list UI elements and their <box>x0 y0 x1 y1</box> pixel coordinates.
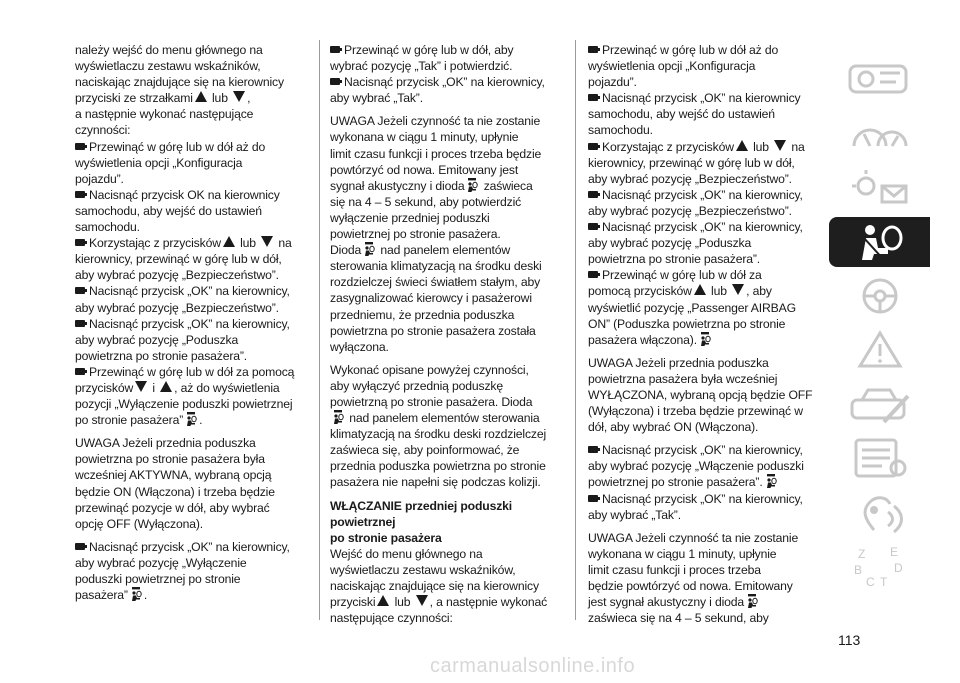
tab-safety[interactable] <box>829 217 930 267</box>
paragraph-text: , aż do wyświetlenia pozycji „Wyłączenie poduszki powietrznej po stronie pasażera” <box>75 380 293 428</box>
paragraph-text: Nacisnąć przycisk „OK” na kierownicy, aby wybrać pozycję „Poduszka powietrzna po stronie pasażera”. <box>75 316 290 363</box>
paragraph-text: lub <box>391 595 414 610</box>
paragraph-text: Przewinąć w górę lub w dół za pomocą przycisków <box>588 268 762 299</box>
paragraph-text: na kierownicy, przewinąć w górę lub w dół, aby wybrać pozycję „Bezpieczeństwo”. <box>588 139 805 186</box>
paragraph <box>330 546 562 626</box>
bullet-icon <box>588 495 598 502</box>
paragraph-text: zaświeca się na 4 – 5 sekund, aby potwierdzić wyłączenie przedniej poduszki powietrznej po stronie pasażera. Dioda <box>330 178 533 258</box>
section-heading <box>330 498 562 546</box>
paragraph-text: Nacisnąć przycisk „OK” na kierownicy, aby wybrać pozycję „Poduszka powietrzna po stronie pasażera”. <box>588 220 803 267</box>
safety-airbag-icon <box>844 220 916 264</box>
bullet-icon <box>588 446 598 453</box>
bullet-step <box>588 442 820 490</box>
tab-multimedia[interactable] <box>829 487 930 537</box>
arrow-down-icon <box>732 284 744 295</box>
paragraph-text: lub <box>707 284 731 299</box>
paragraph-text: lub <box>236 236 260 251</box>
tab-index[interactable] <box>829 541 930 591</box>
tab-steering-wheel[interactable] <box>829 271 930 321</box>
bullet-icon <box>588 46 598 53</box>
bullet-step <box>588 267 820 347</box>
column-1 <box>75 42 307 603</box>
dashboard-gauges-icon <box>844 112 916 156</box>
bullet-step <box>330 74 562 106</box>
bullet-icon <box>330 46 340 53</box>
paragraph-text: Nacisnąć przycisk OK na kierownicy samochodu, aby wejść do ustawień samochodu. <box>75 187 280 235</box>
watermark: carmanualsonline.info <box>430 655 636 677</box>
tab-car-dashboard[interactable] <box>829 55 930 105</box>
car-dashboard-icon <box>844 58 916 102</box>
paragraph-text: Przewinąć w górę lub w dół, aby wybrać pozycję „Tak” i potwierdzić. <box>330 43 514 74</box>
index-letter: C <box>865 575 875 588</box>
paragraph-text: , aby wyświetlić pozycję „Passenger AIRBAG ON” (Poduszka powietrzna po stronie pasażera włączona). <box>588 284 796 347</box>
tab-warning-lights[interactable] <box>829 163 930 213</box>
paragraph-text: lub <box>749 139 773 154</box>
bullet-step <box>588 90 820 138</box>
bullet-step <box>588 491 820 523</box>
paragraph-text: Korzystając z przycisków <box>602 139 734 154</box>
paragraph-text: na kierownicy, przewinąć w górę lub w dół, aby wybrać pozycję „Bezpieczeństwo”. <box>75 236 292 283</box>
tab-technical-data[interactable] <box>829 433 930 483</box>
tab-maintenance[interactable] <box>829 379 930 429</box>
bullet-icon <box>588 271 598 278</box>
paragraph-text: i <box>149 380 159 395</box>
column-3 <box>588 42 820 626</box>
paragraph <box>75 435 307 532</box>
emergency-triangle-icon <box>844 328 916 372</box>
index-letter: E <box>889 545 898 559</box>
paragraph-text: zaświeca się na 4 – 5 sekund, aby <box>588 611 769 626</box>
bullet-step <box>75 235 307 283</box>
passenger-airbag-icon <box>466 178 478 193</box>
arrow-up-icon <box>694 284 706 295</box>
bullet-icon <box>588 94 598 101</box>
paragraph-text: Wejść do menu głównego na wyświetlaczu zestawu wskaźników, naciskając znajdujące się na kierownicy przyciski <box>330 546 539 610</box>
paragraph-text: Nacisnąć przycisk „OK” na kierownicy, aby wybrać pozycję „Włączenie poduszki powietrznej po stronie pasażera”. <box>588 443 804 490</box>
arrow-up-icon <box>195 91 207 102</box>
passenger-airbag-icon <box>130 587 142 602</box>
passenger-airbag-icon <box>332 410 344 425</box>
paragraph-text: Nacisnąć przycisk „OK” na kierownicy, aby wybrać pozycję „Bezpieczeństwo”. <box>75 284 290 315</box>
paragraph <box>75 42 307 139</box>
paragraph <box>330 113 562 354</box>
bullet-icon <box>75 191 85 198</box>
paragraph-text: lub <box>208 91 232 106</box>
paragraph-text: Nacisnąć przycisk „OK” na kierownicy samochodu, aby wejść do ustawień samochodu. <box>588 91 801 138</box>
arrow-up-icon <box>736 140 748 151</box>
steering-wheel-icon <box>844 274 916 318</box>
paragraph-text: należy wejść do menu głównego na wyświetlaczu zestawu wskaźników, naciskając znajdujące się na kierownicy przyciski ze strzałkami <box>75 43 284 106</box>
paragraph-text: , a następnie wykonać następujące czynności: <box>75 91 254 138</box>
technical-data-icon <box>844 436 916 480</box>
arrow-down-icon <box>233 91 245 102</box>
paragraph <box>330 362 562 491</box>
bullet-icon <box>75 239 85 246</box>
index-letter: B <box>853 563 862 577</box>
bullet-step <box>75 139 307 187</box>
column-divider <box>575 40 576 620</box>
arrow-up-icon <box>223 236 235 247</box>
index-letter: Z <box>857 547 865 561</box>
arrow-up-icon <box>377 595 389 606</box>
index-letter: T <box>879 575 887 588</box>
paragraph-text: nad panelem elementów sterowania klimatyzacją na środku deski rozdzielczej świeci światłem stałym, aby zasygnalizować kierowcy i pasażerowi przedniemu, że przednia poduszka powietrzna po stronie pasażera została wyłączona. <box>330 243 542 354</box>
arrow-up-icon <box>160 381 172 392</box>
bullet-icon <box>588 191 598 198</box>
bullet-step <box>330 42 562 74</box>
paragraph-text: UWAGA Jeżeli przednia poduszka powietrzna po stronie pasażera była wcześniej AKTYWNA, wybraną opcją będzie ON (Włączona) i trzeba będzie przewinąć pozycje w dół, aby wybrać opcję OFF (Wyłączona). <box>75 436 275 531</box>
paragraph-text: Nacisnąć przycisk „OK” na kierownicy, aby wybrać „Tak”. <box>588 491 803 522</box>
paragraph-text: Przewinąć w górę lub w dół aż do wyświetlenia opcji „Konfiguracja pojazdu”. <box>588 43 779 90</box>
bullet-step <box>588 219 820 267</box>
bullet-step <box>588 42 820 90</box>
page-number: 113 <box>838 632 861 648</box>
bullet-icon <box>75 143 85 150</box>
maintenance-wrench-icon <box>844 382 916 426</box>
tab-emergency[interactable] <box>829 325 930 375</box>
paragraph-text: UWAGA Jeżeli czynność ta nie zostanie wykonana w ciągu 1 minuty, upłynie limit czasu funkcji i proces trzeba będzie powtórzyć od nowa. Emitowany jest sygnał akustyczny i dioda <box>588 530 799 610</box>
passenger-airbag-icon <box>363 242 375 257</box>
arrow-down-icon <box>416 595 428 606</box>
bullet-step <box>588 139 820 187</box>
paragraph-text: Nacisnąć przycisk „OK” na kierownicy, aby wybrać pozycję „Bezpieczeństwo”. <box>588 187 803 218</box>
paragraph-text: . <box>199 413 203 428</box>
passenger-airbag-icon <box>746 594 758 609</box>
bullet-icon <box>330 78 340 85</box>
paragraph-text: nad panelem elementów sterowania klimatyzacją na środku deski rozdzielczej zaświeca się, aby poinformować, że przednia poduszka powietrzna po stronie pasażera nie napełni się podczas kolizji. <box>330 411 547 490</box>
paragraph-text: UWAGA Jeżeli przednia poduszka powietrzna pasażera była wcześniej WYŁĄCZONA, wybraną opcją będzie OFF (Wyłączona) i trzeba będzie przewinąć w dół, aby wybrać ON (Włączona). <box>588 355 813 435</box>
warning-lights-icon <box>844 166 916 210</box>
paragraph-text: , a następnie wykonać następujące czynności: <box>330 595 548 626</box>
passenger-airbag-icon <box>185 412 197 427</box>
index-letter: D <box>893 561 903 575</box>
paragraph-text: Nacisnąć przycisk „OK” na kierownicy, aby wybrać pozycję „Wyłączenie poduszki powietrznej po stronie pasażera” <box>75 539 290 603</box>
paragraph <box>588 530 820 627</box>
column-2 <box>330 42 562 626</box>
index-letters-icon <box>844 544 916 588</box>
bullet-icon <box>588 143 598 150</box>
paragraph-text: Przewinąć w górę lub w dół za pomocą przycisków <box>75 364 295 395</box>
chapter-tabs <box>829 55 930 595</box>
column-divider <box>319 40 320 620</box>
paragraph-text: . <box>143 588 148 603</box>
bullet-step <box>75 539 307 603</box>
bullet-step <box>75 364 307 428</box>
bullet-icon <box>75 287 85 294</box>
bullet-step <box>588 187 820 219</box>
paragraph-text: Przewinąć w górę lub w dół aż do wyświetlenia opcji „Konfiguracja pojazdu”. <box>75 139 266 186</box>
bullet-icon <box>588 223 598 230</box>
bullet-icon <box>75 368 85 375</box>
arrow-down-icon <box>774 140 786 151</box>
paragraph-text: Korzystając z przycisków <box>89 236 221 251</box>
bullet-icon <box>75 543 85 550</box>
bullet-icon <box>75 320 85 327</box>
bullet-step <box>75 187 307 235</box>
arrow-down-icon <box>135 381 147 392</box>
paragraph-text: UWAGA Jeżeli czynność ta nie zostanie wykonana w ciągu 1 minuty, upłynie limit czasu funkcji i proces trzeba będzie powtórzyć od nowa. Emitowany jest sygnał akustyczny i dioda <box>330 114 542 193</box>
multimedia-icon <box>844 490 916 534</box>
paragraph <box>588 355 820 435</box>
bullet-step <box>75 283 307 315</box>
paragraph-text: Wykonać opisane powyżej czynności, aby wyłączyć przednią poduszkę powietrzną po stronie pasażera. Dioda <box>330 362 533 409</box>
paragraph-text: Nacisnąć przycisk „OK” na kierownicy, aby wybrać „Tak”. <box>330 75 545 106</box>
arrow-down-icon <box>261 236 273 247</box>
passenger-airbag-icon <box>699 332 711 347</box>
tab-dashboard-gauges[interactable] <box>829 109 930 159</box>
bullet-step <box>75 316 307 364</box>
paragraph-text: WŁĄCZANIE przedniej poduszki powietrznej po stronie pasażera <box>330 498 512 545</box>
passenger-airbag-icon <box>765 474 777 489</box>
